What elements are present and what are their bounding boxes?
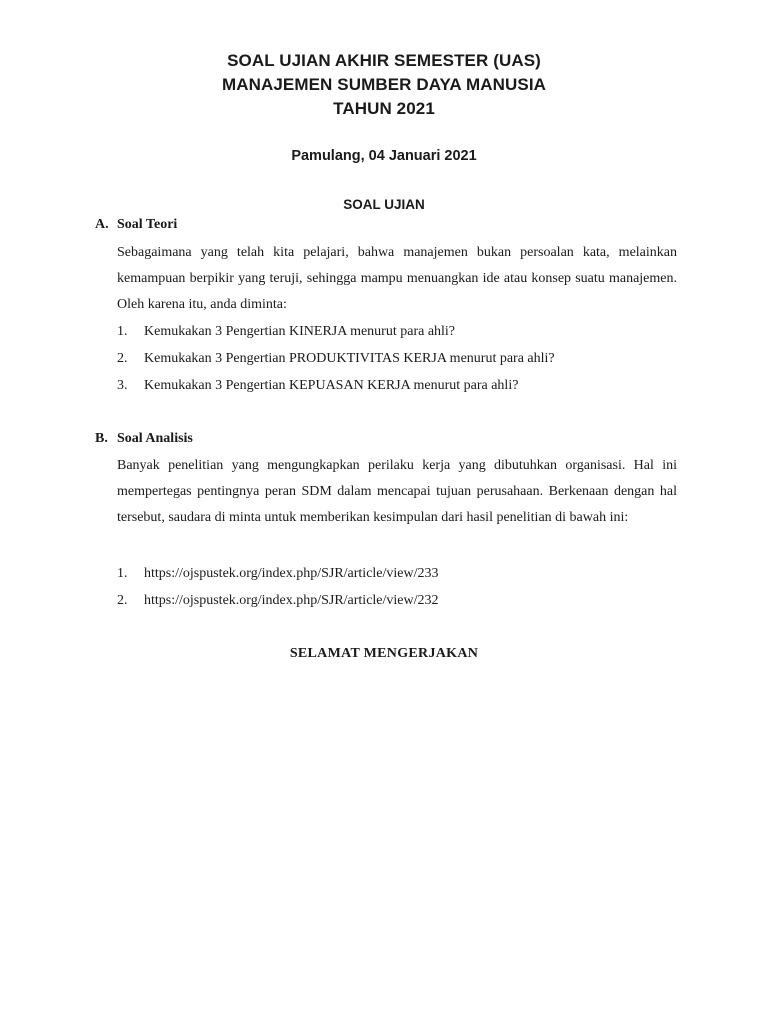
section-a-intro: Sebagaimana yang telah kita pelajari, bahwa manajemen bukan persoalan kata, melainkan kemampuan berpikir yang teruji, sehingga mampu menuangkan ide atau konsep suatu manajemen. Oleh karena itu, anda diminta: [117,245,677,312]
list-text: Kemukakan 3 Pengertian PRODUKTIVITAS KERJA menurut para ahli? [144,351,555,366]
title-line: TAHUN 2021 [333,99,435,118]
date-line: Pamulang, 04 Januari 2021 [291,148,477,164]
title-line: MANAJEMEN SUMBER DAYA MANUSIA [221,75,547,94]
section-a-letter: A. [95,217,109,232]
section-b-title: Soal Analisis [117,431,193,446]
section-b-heading [95,431,193,447]
section-a-title: Soal Teori [117,217,178,232]
section-title: SOAL UJIAN [343,197,425,212]
list-number: 1. [117,566,128,581]
list-text: Kemukakan 3 Pengertian KEPUASAN KERJA menurut para ahli? [144,378,519,393]
list-number: 1. [117,324,128,339]
document-title [0,49,768,121]
list-item [117,566,677,582]
section-b-letter: B. [95,431,108,446]
list-number: 3. [117,378,128,393]
list-number: 2. [117,351,128,366]
list-text: Kemukakan 3 Pengertian KINERJA menurut para ahli? [144,324,456,339]
link-text: https://ojspustek.org/index.php/SJR/article/view/233 [144,566,439,581]
list-item [117,324,677,340]
link-text: https://ojspustek.org/index.php/SJR/article/view/232 [144,593,439,608]
closing-text: SELAMAT MENGERJAKAN [289,646,479,661]
section-b-intro: Banyak penelitian yang mengungkapkan perilaku kerja yang dibutuhkan organisasi. Hal ini mempertegas pentingnya peran SDM dalam mencapai tujuan perusahaan. Berkenaan dengan hal tersebut, saudara di minta untuk memberikan kesimpulan dari hasil penelitian di bawah ini: [117,458,677,525]
title-line: SOAL UJIAN AKHIR SEMESTER (UAS) [227,51,541,70]
list-number: 2. [117,593,128,608]
list-item [117,378,677,394]
list-item [117,351,677,367]
section-a-heading [95,217,177,233]
list-item [117,593,677,609]
